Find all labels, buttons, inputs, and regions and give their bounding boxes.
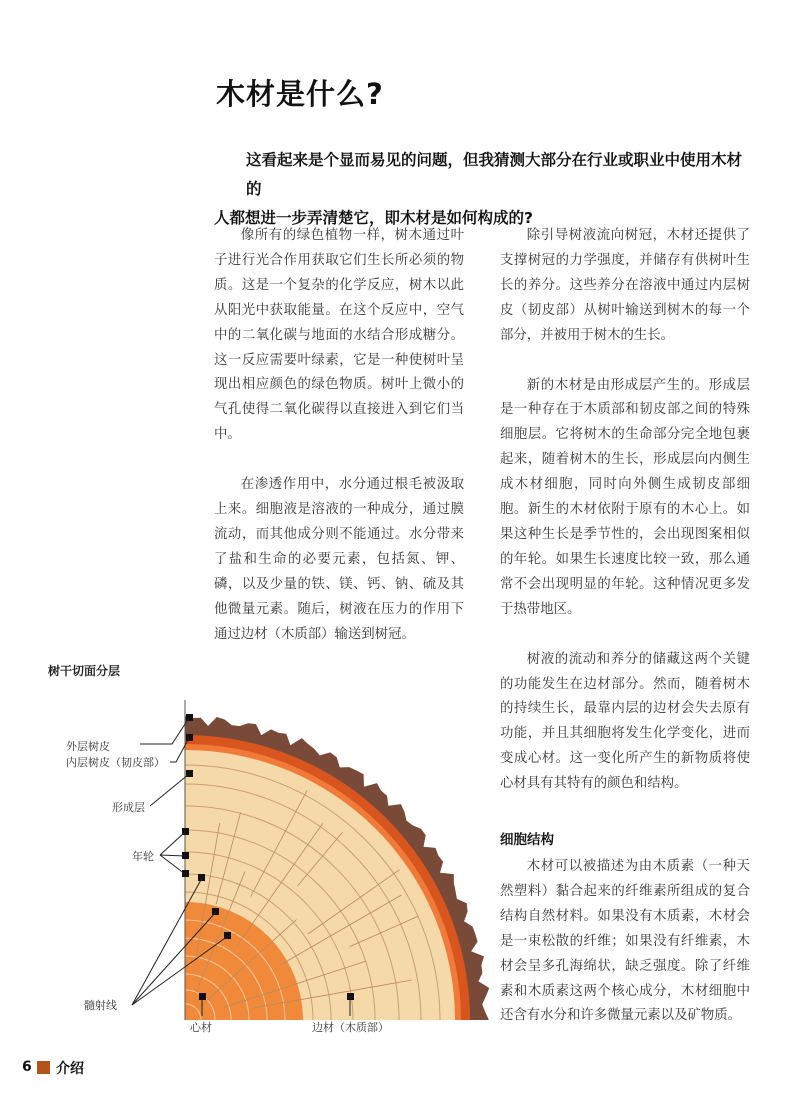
label-growth-rings: 年轮 [132, 850, 154, 863]
section-heading: 细胞结构 [500, 832, 554, 848]
intro-line-2: 人都想进一步弄清楚它，即木材是如何构成的? [214, 209, 533, 227]
page-title: 木材是什么? [216, 77, 384, 111]
paragraph: 木材可以被描述为由木质素（一种天然塑料）黏合起来的纤维素所组成的复合结构自然材料。如果没有木质素，木材会是一束松散的纤维；如果没有纤维素，木材会呈多孔海绵状，缺乏强度。除了纤维素和木质素这两个核心成分，木材细胞中还含有水分和许多微量元素以及矿物质。 [500, 859, 750, 1024]
label-outer-bark: 外层树皮 [66, 740, 110, 753]
label-sapwood: 边材（木质部） [312, 1021, 389, 1034]
left-column [214, 224, 464, 648]
right-column [500, 224, 750, 797]
section-marker [37, 1061, 50, 1074]
diagram-title: 树干切面分层 [48, 664, 121, 678]
label-rays: 髓射线 [84, 999, 117, 1012]
trunk-cross-section-diagram [0, 680, 500, 1040]
label-cambium: 形成层 [112, 801, 145, 814]
paragraph: 像所有的绿色植物一样，树木通过叶子进行光合作用获取它们生长所必须的物质。这是一个复杂的化学反应，树木以此从阳光中获取能量。在这个反应中，空气中的二氧化碳与地面的水结合形成糖分。这一反应需要叶绿素，它是一种使树叶呈现出相应颜色的绿色物质。树叶上微小的气孔使得二氧化碳得以直接进入到它们当中。 [214, 228, 464, 443]
paragraph: 树液的流动和养分的储藏这两个关键的功能发生在边材部分。然而，随着树木的持续生长，最靠内层的边材会失去原有功能，并且其细胞将发生化学变化，进而变成心材。这一变化所产生的新物质将使心材具有其特有的颜色和结构。 [500, 651, 750, 792]
cell-section-text [500, 855, 750, 1029]
paragraph: 新的木材是由形成层产生的。形成层是一种存在于木质部和韧皮部之间的特殊细胞层。它将树木的生命部分完全地包裹起来，随着树木的生长，形成层向内侧生成木材细胞，同时向外侧生成韧皮部细胞。新生的木材依附于原有的木心上。如果这种生长是季节性的，会出现图案相似的年轮。如果生长速度比较一致，那么通常不会出现明显的年轮。这种情况更多发于热带地区。 [500, 377, 750, 617]
paragraph: 在渗透作用中，水分通过根毛被汲取上来。细胞液是溶液的一种成分，通过膜流动，而其他成分则不能通过。水分带来了盐和生命的必要元素，包括氮、钾、磷，以及少量的铁、镁、钙、钠、硫及其他微量元素。随后，树液在压力的作用下通过边材（木质部）输送到树冠。 [214, 477, 464, 642]
label-heartwood: 心材 [190, 1021, 212, 1034]
intro-paragraph [214, 146, 754, 233]
paragraph: 除引导树液流向树冠，木材还提供了支撑树冠的力学强度，并储存有供树叶生长的养分。这些养分在溶液中通过内层树皮（韧皮部）从树叶输送到树木的每一个部分，并被用于树木的生长。 [500, 228, 750, 343]
page-number: 6 [22, 1059, 32, 1075]
intro-line-1: 这看起来是个显而易见的问题，但我猜测大部分在行业或职业中使用木材的 [246, 151, 743, 198]
section-label: 介绍 [56, 1061, 84, 1077]
label-inner-bark: 内层树皮（韧皮部） [66, 756, 165, 769]
